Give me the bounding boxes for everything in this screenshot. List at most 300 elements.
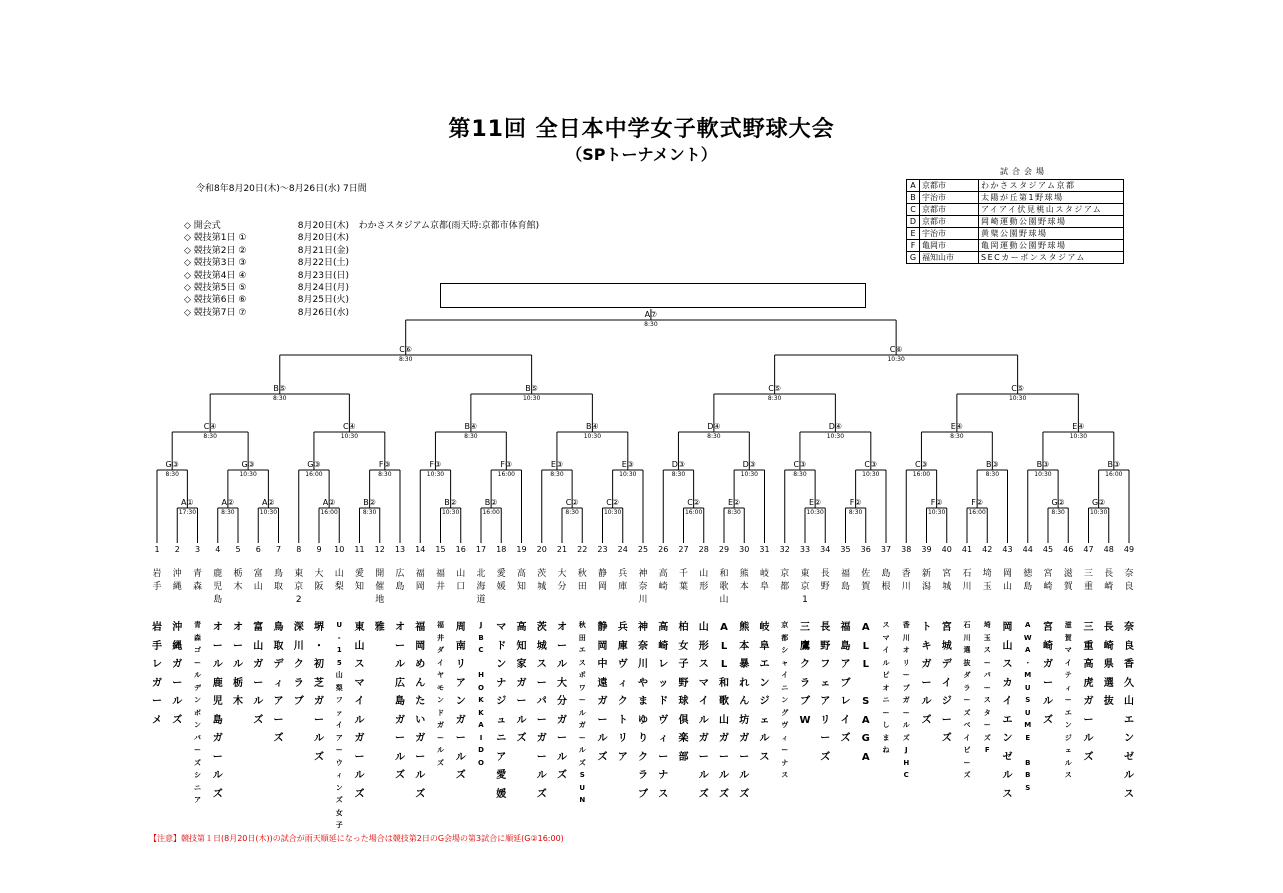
match-label	[1036, 498, 1080, 518]
match-code: F③	[378, 460, 391, 469]
team-prefecture: 広 島	[395, 569, 405, 592]
match-label	[363, 460, 407, 480]
team-prefecture: 岐 阜	[759, 569, 769, 592]
match-time: 16:00	[1105, 471, 1123, 478]
team-number: 38	[901, 545, 912, 554]
match-label	[970, 460, 1014, 480]
match-code: A①	[181, 498, 194, 507]
team-number: 22	[577, 545, 588, 554]
team-number: 45	[1042, 545, 1054, 554]
schedule-row: ◇ 競技第6日 ⑥ 8月25日(火)	[184, 295, 349, 306]
match-code: C③	[915, 460, 928, 469]
match-time: 16:00	[305, 471, 323, 478]
match-code: D③	[671, 460, 686, 469]
match-time: 10:30	[1069, 433, 1088, 440]
team-prefecture: 北 海 道	[476, 569, 486, 605]
match-code: F②	[849, 498, 862, 507]
match-time: 10:30	[887, 356, 905, 363]
match-code: E④	[950, 422, 963, 431]
match-time: 10:30	[927, 509, 946, 516]
match-label	[606, 460, 650, 480]
match-label	[1077, 498, 1121, 518]
team-prefecture: 奈 良	[1124, 569, 1134, 592]
team-number: 20	[536, 545, 547, 554]
team-prefecture: 山 口	[456, 569, 466, 592]
match-time: 10:30	[340, 433, 359, 440]
match-time: 17:30	[178, 509, 197, 516]
match-label	[656, 460, 700, 480]
match-label	[692, 422, 736, 442]
match-label	[327, 422, 371, 442]
team-prefecture: 千 葉	[678, 569, 688, 592]
team-name: 宮 城 デ イ ジ ー ズ	[941, 622, 952, 744]
match-label	[226, 460, 270, 480]
match-label	[915, 498, 959, 518]
team-prefecture: 宮 城	[942, 569, 952, 592]
match-time: 10:30	[239, 471, 257, 478]
match-time: 8:30	[398, 356, 413, 363]
match-code: B③	[985, 460, 999, 469]
schedule-row: ◇ 競技第5日 ⑤ 8月24日(月)	[184, 282, 349, 293]
match-label	[449, 422, 493, 442]
team-name: 青 森 ゴ ー ル デ ン ボ ン バ ー ズ シ ニ ア	[194, 621, 201, 804]
match-code: A②	[322, 498, 336, 507]
rain-note: 【注意】競技第１日(8月20日(木))の試合が雨天順延になった場合は競技第2日のG会場の第3試合に順延(G②16:00)	[149, 834, 564, 843]
match-time: 8:30	[273, 395, 287, 402]
team-prefecture: 長 崎	[1104, 569, 1114, 592]
team-name: マ ド ン ナ ジ ュ ニ ア 愛 媛	[496, 622, 507, 800]
match-code: D④	[828, 422, 843, 431]
team-name: 富 山 ガ ー ル ズ	[253, 622, 264, 726]
team-number: 21	[556, 545, 568, 554]
match-code: F②	[971, 498, 984, 507]
match-label	[753, 384, 797, 404]
match-time: 10:30	[1034, 471, 1052, 478]
team-prefecture: 岡 山	[1002, 569, 1012, 592]
match-code: E②	[809, 498, 822, 507]
match-label	[629, 310, 673, 330]
team-prefecture: 高 知	[516, 569, 526, 592]
match-label	[307, 498, 351, 518]
page-subtitle: （SPトーナメント）	[566, 145, 717, 164]
match-label	[550, 498, 594, 518]
match-label	[849, 460, 893, 480]
venue-row: D 京都市 岡崎運動公園野球場	[907, 216, 1124, 228]
match-code: B②	[363, 498, 376, 507]
team-prefecture: 秋 田	[577, 569, 587, 592]
team-number: 44	[1022, 545, 1033, 554]
team-number: 13	[394, 545, 406, 554]
team-name: オ ー ル 鹿 児 島 ガ ー ル ズ	[212, 622, 223, 800]
team-prefecture: 沖 縄	[172, 569, 182, 592]
team-prefecture: 岩 手	[152, 569, 162, 592]
match-time: 10:30	[441, 509, 460, 516]
team-prefecture: 香 川	[901, 569, 911, 592]
match-code: B⑤	[273, 384, 287, 393]
team-name: 香 川 オ リ ー ブ ガ ー ル ズ J H C	[902, 621, 910, 779]
team-name: 石 川 選 抜 ダ ラ ー ズ ベ イ ビ ー ズ	[963, 621, 971, 779]
match-time: 10:30	[619, 471, 637, 478]
match-code: C④	[342, 422, 356, 431]
team-number: 8	[296, 545, 302, 554]
match-label	[813, 422, 857, 442]
match-code: B②	[484, 498, 498, 507]
team-prefecture: 茨 城	[537, 569, 547, 592]
match-code: B④	[464, 422, 478, 431]
team-name: 秋 田 エ ス ポ ワ ー ル ガ ー ル ズ S U N	[578, 621, 586, 804]
match-time: 10:30	[583, 433, 602, 440]
match-time: 8:30	[464, 433, 478, 440]
team-prefecture: 埼 玉	[982, 569, 992, 592]
team-name: ト キ ガ ー ル ズ	[921, 622, 932, 726]
team-name: 岩 手 レ ガ ー メ	[152, 622, 162, 726]
team-number: 16	[455, 545, 466, 554]
team-number: 24	[617, 545, 628, 554]
match-label	[258, 384, 302, 404]
team-prefecture: 青 森	[192, 569, 202, 592]
match-label	[1056, 422, 1100, 442]
team-prefecture: 東 京 2	[294, 569, 304, 605]
match-code: C⑥	[399, 345, 413, 354]
match-label	[188, 422, 232, 442]
venue-row: A 京都市 わかさスタジアム京都	[907, 180, 1124, 192]
team-name: 山 形 ス マ イ ル ガ ー ル ズ	[698, 622, 709, 800]
team-prefecture: 石 川	[962, 569, 972, 592]
match-code: C⑤	[768, 384, 781, 393]
team-name: 沖 縄 ガ ー ル ズ	[172, 622, 183, 726]
match-time: 8:30	[362, 509, 377, 516]
team-name: J B C H O K K A I D O	[478, 621, 484, 767]
team-number: 40	[941, 545, 952, 554]
team-name: 兵 庫 ヴ ィ ク ト リ ア	[617, 622, 628, 763]
match-time: 10:30	[603, 509, 622, 516]
team-prefecture: 京 都	[780, 569, 790, 592]
team-number: 18	[496, 545, 507, 554]
match-time: 8:30	[165, 471, 179, 478]
match-label	[935, 422, 979, 442]
team-number: 26	[658, 545, 669, 554]
team-number: 12	[374, 545, 385, 554]
team-prefecture: 兵 庫	[618, 569, 628, 592]
team-number: 36	[860, 545, 871, 554]
team-prefecture: 福 島	[840, 569, 850, 592]
match-time: 8:30	[707, 433, 721, 440]
match-label	[793, 498, 837, 518]
match-code: C⑥	[889, 345, 903, 354]
schedule-row: ◇ 競技第7日 ⑦ 8月26日(水)	[184, 307, 349, 318]
team-name: 長 野 フ ェ ア リ ー ズ	[820, 622, 831, 763]
venue-row: C 京都市 アイアイ伏見桃山スタジアム	[907, 204, 1124, 216]
match-time: 8:30	[378, 471, 392, 478]
team-number: 29	[718, 545, 730, 554]
team-prefecture: 静 岡	[597, 569, 607, 592]
match-code: B②	[444, 498, 457, 507]
match-label	[1021, 460, 1065, 480]
match-code: D③	[742, 460, 756, 469]
team-name: 福 井 ダ イ ヤ モ ン ド ガ ー ル ズ	[437, 621, 444, 767]
team-prefecture: 鳥 取	[273, 569, 283, 592]
team-number: 30	[739, 545, 750, 554]
match-code: G③	[165, 460, 179, 469]
match-code: B③	[1107, 460, 1121, 469]
team-name: A L L 和 歌 山 ガ ー ル ズ	[719, 622, 729, 800]
match-time: 16:00	[684, 509, 703, 516]
team-name: 雅	[374, 622, 385, 633]
team-prefecture: 愛 媛	[496, 569, 506, 592]
team-name: 京 都 シ ャ イ ニ ン グ ヴ ィ ー ナ ス	[781, 621, 789, 779]
team-name: A W A ・ M U S U M E B B S	[1023, 621, 1032, 792]
match-code: G③	[241, 460, 255, 469]
match-label	[206, 498, 250, 518]
team-name: 福 島 ア ブ レ イ ズ	[840, 622, 851, 744]
team-number: 6	[255, 545, 261, 554]
team-number: 23	[597, 545, 608, 554]
match-label	[484, 460, 528, 480]
schedule-row: ◇ 競技第4日 ④ 8月23日(日)	[184, 270, 349, 281]
match-time: 16:00	[482, 509, 500, 516]
match-code: G③	[307, 460, 321, 469]
team-prefecture: 大 阪	[314, 569, 324, 592]
match-time: 8:30	[950, 433, 964, 440]
team-number: 49	[1123, 545, 1135, 554]
team-name: 静 岡 中 遠 ガ ー ル ズ	[597, 622, 608, 763]
team-name: 東 山 ス マ イ ル ガ ー ル ズ	[354, 622, 365, 800]
match-time: 10:30	[826, 433, 845, 440]
team-name: 福 岡 め ん た い ガ ー ル ズ	[415, 622, 426, 800]
match-time: 16:00	[497, 471, 515, 478]
match-code: C③	[864, 460, 878, 469]
team-prefecture: 長 野	[820, 569, 830, 592]
team-name: ス マ イ ル ピ オ ニ ー し ま ね	[882, 621, 890, 754]
match-code: G②	[1051, 498, 1065, 507]
team-number: 39	[921, 545, 932, 554]
team-number: 10	[334, 545, 345, 554]
team-number: 47	[1083, 545, 1094, 554]
team-name: オ ー ル 広 島 ガ ー ル ズ	[395, 622, 405, 781]
team-name: 三 重 高 虎 ガ ー ル ズ	[1083, 622, 1094, 763]
team-name: 高 知 家 ガ ー ル ズ	[516, 622, 527, 744]
match-label	[413, 460, 457, 480]
team-name: オ ー ル 大 分 ガ ー ル ズ	[557, 622, 567, 781]
match-code: E④	[1072, 422, 1085, 431]
team-number: 3	[194, 545, 201, 554]
match-label	[1092, 460, 1136, 480]
match-code: F③	[429, 460, 442, 469]
team-name: 深 川 ク ラ ブ	[293, 622, 304, 707]
match-time: 8:30	[767, 395, 782, 402]
team-number: 48	[1103, 545, 1114, 554]
match-code: F②	[930, 498, 943, 507]
match-time: 10:30	[740, 471, 758, 478]
team-prefecture: 山 形	[699, 569, 709, 592]
team-number: 42	[982, 545, 993, 554]
team-prefecture: 福 岡	[415, 569, 425, 592]
team-name: オ ー ル 栃 木	[233, 622, 243, 707]
team-name: 長 崎 県 選 抜	[1103, 622, 1114, 707]
match-label	[996, 384, 1040, 404]
page-title: 第11回 全日本中学女子軟式野球大会	[448, 117, 835, 142]
team-number: 5	[235, 545, 241, 554]
team-prefecture: 新 潟	[921, 569, 931, 592]
match-code: C④	[203, 422, 217, 431]
team-number: 11	[354, 545, 365, 554]
team-number: 43	[1002, 545, 1013, 554]
match-label	[727, 460, 771, 480]
match-time: 16:00	[912, 471, 931, 478]
venue-row: E 宇治市 黄檗公園野球場	[907, 228, 1124, 240]
match-label	[348, 498, 392, 518]
team-prefecture: 神 奈 川	[638, 569, 648, 605]
match-label	[778, 460, 822, 480]
venue-row: G 福知山市 SECカーボンスタジアム	[907, 252, 1124, 264]
match-time: 8:30	[203, 433, 217, 440]
match-time: 8:30	[985, 471, 1000, 478]
schedule-row: ◇ 競技第1日 ① 8月20日(木)	[184, 233, 349, 244]
match-time: 8:30	[727, 509, 741, 516]
match-code: E②	[728, 498, 741, 507]
match-label	[955, 498, 999, 518]
match-label	[429, 498, 473, 518]
team-number: 34	[820, 545, 831, 554]
match-code: G②	[1091, 498, 1106, 507]
team-name: 神 奈 川 や ま ゆ り ク ラ ブ	[638, 622, 648, 800]
team-name: 埼 玉 ス ー パ ー ス タ ー ズ F	[983, 621, 991, 754]
team-name: 滋 賀 マ イ テ ィ ー エ ン ジ ェ ル ス	[1064, 621, 1072, 779]
team-number: 37	[880, 545, 892, 554]
match-label	[874, 345, 918, 365]
match-label	[292, 460, 336, 480]
team-number: 1	[154, 545, 160, 554]
team-prefecture: 佐 賀	[861, 569, 871, 592]
match-label	[469, 498, 513, 518]
match-time: 8:30	[565, 509, 579, 516]
team-number: 17	[475, 545, 487, 554]
team-name: 堺 ・ 初 芝 ガ ー ル ズ	[314, 622, 324, 763]
match-time: 8:30	[221, 509, 235, 516]
match-code: A②	[262, 498, 275, 507]
team-name: 宮 崎 ガ ー ル ズ	[1043, 622, 1053, 726]
team-number: 27	[678, 545, 689, 554]
match-time: 10:30	[1008, 395, 1027, 402]
match-time: 10:30	[259, 509, 278, 516]
match-label	[672, 498, 716, 518]
team-prefecture: 大 分	[557, 569, 567, 592]
team-number: 2	[174, 545, 180, 554]
match-label	[165, 498, 209, 518]
team-number: 25	[637, 545, 649, 554]
team-name: 周 南 リ ア ン ガ ー ル ズ	[455, 622, 466, 781]
match-code: C⑤	[1011, 384, 1024, 393]
match-time: 10:30	[522, 395, 541, 402]
match-label	[834, 498, 878, 518]
schedule-row: ◇ 競技第2日 ② 8月21日(金)	[184, 245, 349, 256]
match-time: 10:30	[806, 509, 824, 516]
match-time: 8:30	[1051, 509, 1065, 516]
team-prefecture: 富 山	[253, 569, 263, 592]
team-number: 15	[435, 545, 446, 554]
team-number: 9	[316, 545, 322, 554]
team-name: 鳥 取 デ ィ ア ー ズ	[273, 622, 284, 744]
team-prefecture: 熊 本	[739, 569, 749, 592]
match-time: 8:30	[793, 471, 807, 478]
match-time: 8:30	[671, 471, 686, 478]
venue-table-title: 試合会場	[1000, 167, 1048, 176]
match-label	[899, 460, 943, 480]
match-code: E③	[621, 460, 634, 469]
match-code: C②	[565, 498, 579, 507]
team-name: 岐 阜 エ ン ジ ェ ル ス	[759, 622, 770, 763]
venue-row: F 亀岡市 亀岡運動公園野球場	[907, 240, 1124, 252]
match-code: E③	[550, 460, 564, 469]
team-number: 14	[415, 545, 426, 554]
match-time: 16:00	[320, 509, 338, 516]
match-label	[510, 384, 554, 404]
match-code: C③	[793, 460, 807, 469]
match-code: B⑤	[525, 384, 538, 393]
match-time: 8:30	[848, 509, 863, 516]
team-number: 46	[1063, 545, 1074, 554]
team-prefecture: 栃 木	[233, 569, 243, 592]
team-prefecture: 開 催 地	[375, 569, 385, 605]
match-label	[150, 460, 194, 480]
match-time: 10:30	[1089, 509, 1108, 516]
match-label	[384, 345, 428, 365]
team-number: 31	[759, 545, 770, 554]
team-name: 柏 女 子 野 球 倶 楽 部	[678, 622, 689, 763]
team-prefecture: 和 歌 山	[719, 569, 729, 605]
team-number: 28	[698, 545, 709, 554]
team-name: U - 1 5 山 梨 フ ァ イ ア ー ウ ィ ン ズ 女 子	[335, 621, 343, 829]
match-time: 16:00	[968, 509, 986, 516]
match-label	[246, 498, 290, 518]
tournament-period: 令和8年8月20日(木)～8月26日(水) 7日間	[196, 184, 367, 194]
venue-row: B 宇治市 太陽が丘第1野球場	[907, 192, 1124, 204]
team-number: 19	[516, 545, 527, 554]
match-time: 8:30	[644, 321, 658, 328]
team-prefecture: 東 京 1	[800, 569, 810, 605]
match-time: 10:30	[862, 471, 880, 478]
team-prefecture: 高 崎	[658, 569, 668, 592]
match-code: A②	[221, 498, 235, 507]
team-number: 41	[961, 545, 973, 554]
team-prefecture: 福 井	[435, 569, 445, 592]
team-name: A L L S A G A	[861, 622, 870, 763]
match-code: C②	[606, 498, 619, 507]
match-code: C②	[687, 498, 700, 507]
team-name: 茨 城 ス ー パ ー ガ ー ル ズ	[536, 622, 547, 800]
team-number: 4	[215, 545, 221, 554]
team-name: 三 鷹 ク ラ ブ W	[799, 622, 811, 726]
team-prefecture: 山 梨	[334, 569, 344, 592]
team-prefecture: 徳 島	[1023, 569, 1033, 592]
team-prefecture: 滋 賀	[1063, 569, 1073, 592]
match-code: B③	[1036, 460, 1050, 469]
match-label	[570, 422, 614, 442]
schedule-row: ◇ 開会式 8月20日(木) わかさスタジアム京都(雨天時:京都市体育館)	[184, 221, 540, 231]
match-code: A⑦	[644, 310, 658, 319]
team-number: 7	[275, 545, 282, 554]
team-prefecture: 宮 崎	[1043, 569, 1053, 592]
match-label	[591, 498, 635, 518]
match-code: B④	[586, 422, 599, 431]
match-label	[712, 498, 756, 518]
team-prefecture: 愛 知	[354, 569, 364, 592]
match-code: D④	[707, 422, 721, 431]
team-name: 奈 良 香 久 山 エ ン ゼ ル ス	[1124, 622, 1134, 800]
schedule-row: ◇ 競技第3日 ③ 8月22日(土)	[184, 258, 349, 269]
team-number: 33	[799, 545, 811, 554]
team-name: 熊 本 暴 れ ん 坊 ガ ー ル ズ	[739, 622, 750, 800]
